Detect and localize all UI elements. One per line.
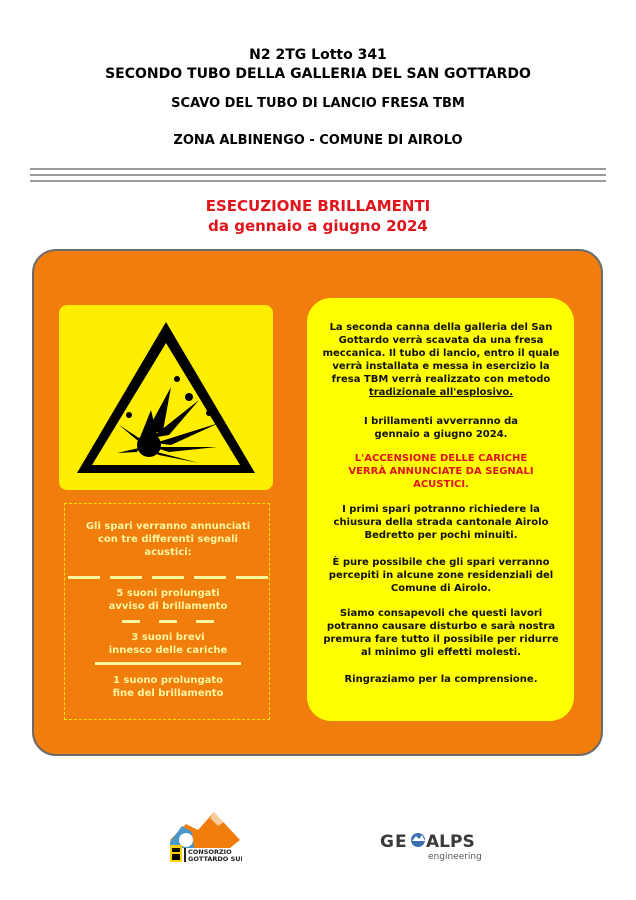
- signals-intro: Gli spari verranno annunciati con tre differenti segnali acustici:: [85, 521, 251, 558]
- signal-dash: [110, 576, 142, 579]
- info-paragraph-5: È pure possibile che gli spari verranno percepiti in alcune zone residenziali del Comune di Airolo.: [328, 557, 554, 594]
- signal-dash: [196, 620, 214, 623]
- project-code: N2 2TG Lotto 341: [249, 47, 387, 63]
- info-paragraph-3-warning: L'ACCENSIONE DELLE CARICHE VERRÀ ANNUNCIATE DA SEGNALI ACUSTICI.: [348, 453, 534, 490]
- info-paragraph-1: La seconda canna della galleria del San Gottardo verrà scavata da una fresa meccanica. Il tubo di lancio, entro il quale verrà installata e messa in esercizio la fresa TBM verrà realizzato con metodo tradizionale all'esplosivo.: [315, 321, 567, 399]
- info-paragraph-4: I primi spari potranno richiedere la chiusura della strada cantonale Airolo Bedretto per pochi minuiti.: [333, 504, 549, 541]
- signal-2-label: 3 suoni brevi innesco delle cariche: [108, 632, 228, 656]
- divider-line: [30, 174, 606, 176]
- divider-line: [30, 180, 606, 182]
- notice-subtitle: da gennaio a giugno 2024: [208, 217, 428, 235]
- geoalps-left-text: GE: [380, 832, 408, 852]
- signal-dash: [95, 662, 241, 665]
- consorzio-line1: CONSORZIO: [188, 848, 232, 856]
- consorzio-gottardo-sud-logo: [170, 810, 242, 868]
- signal-3-label: 1 suono prolungato fine del brillamento: [112, 675, 224, 699]
- consorzio-line2: GOTTARDO SUD: [188, 855, 242, 863]
- signal-dash: [152, 576, 184, 579]
- work-description: SCAVO DEL TUBO DI LANCIO FRESA TBM: [171, 96, 465, 111]
- signal-1-label: 5 suoni prolungati avviso di brillamento: [108, 588, 228, 612]
- info-paragraph-2: I brillamenti avverranno da gennaio a giugno 2024.: [363, 416, 518, 440]
- explosive-warning-sign: [59, 305, 273, 490]
- signal-dash: [159, 620, 177, 623]
- notice-heading: [0, 196, 636, 236]
- geoalps-wordmark: [380, 829, 480, 853]
- notice-title: ESECUZIONE BRILLAMENTI: [205, 197, 431, 215]
- acoustic-signals-legend: [64, 503, 270, 720]
- method-emphasis: tradizionale all'esplosivo.: [368, 387, 514, 398]
- signal-dash: [236, 576, 268, 579]
- info-paragraph-6: Siamo consapevoli che questi lavori potranno causare disturbo e sarà nostra premura fare tutto il possibile per ridurre al minimo gli effetti molesti.: [323, 608, 559, 658]
- signal-dash: [194, 576, 226, 579]
- geoalps-subtitle: engineering: [428, 852, 482, 862]
- header-block: [0, 46, 636, 84]
- mountain-logo-icon: [170, 810, 242, 864]
- project-title: SECONDO TUBO DELLA GALLERIA DEL SAN GOTTARDO: [105, 66, 531, 82]
- geoalps-right-text: ALPS: [426, 832, 475, 852]
- info-paragraph-7: Ringraziamo per la comprensione.: [344, 674, 538, 685]
- explosion-hazard-icon: [59, 305, 273, 490]
- signal-dash: [122, 620, 140, 623]
- signal-dash: [68, 576, 100, 579]
- zone-label: ZONA ALBINENGO - COMUNE DI AIROLO: [173, 133, 463, 148]
- divider-line: [30, 168, 606, 170]
